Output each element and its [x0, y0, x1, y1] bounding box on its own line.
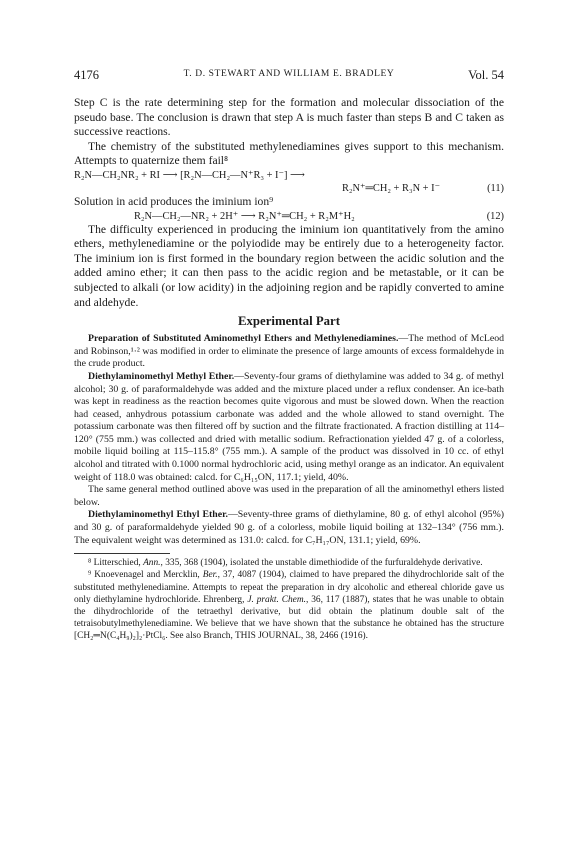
footnote-9-journal: Ber. [202, 570, 218, 581]
paragraph-difficulty: The difficulty experienced in producing the iminium ion quantitatively from the amino ethers, methylenediamine or the polyiodide may be entirely due to a heterogeneity factor. The iminium ion is first formed in the boundary region between the acidic solution and the added amino ether; it can then pass to the acidic region and be metastable, or it can be subjected to alkali (or low acidity) in the adjoining region and be rapidly converted to amine and aldehyde. [74, 222, 504, 309]
paragraph-step-c: Step C is the rate determining step for the formation and molecular dissociation of the pseudo base. The conclusion is drawn that step A is much faster than steps B and C taken as successive reactions. [74, 96, 504, 139]
preparation-text: —The method of McLeod and Robinson,¹·² was modified in order to eliminate the presence of large amounts of excess formaldehyde in the crude product. [74, 333, 504, 370]
footnote-9: ⁹ Knoevenagel and Mercklin, Ber., 37, 4087 (1904), claimed to have prepared the dihydrochloride salt of the substituted methylenediamine. Attempts to repeat the preparation in dry alcoholic and ethereal chloride gave us only diethylamine hydrochloride. Ehrenberg, J. prakt. Chem., 36, 117 (1887), states that he was unable to obtain the dihydrochloride of the tetraethyl derivative, but did obtain the platinum double salt of the tetraisobutylmethylenediamine. We believe that we have shown that the substance he obtained has the structure [CH₂═N(C₄H₉)₂]₂·PtCl₆. See also Branch, THIS JOURNAL, 38, 2466 (1916). [74, 570, 504, 642]
footnote-8: ⁸ Litterschied, Ann., 335, 368 (1904), isolated the unstable dimethiodide of the furfuraldehyde derivative. [88, 558, 483, 569]
paragraph-general-method: The same general method outlined above was used in the preparation of all the aminomethyl ethers listed below. [74, 484, 504, 508]
equation-11 [74, 169, 504, 195]
paragraph-methyl-ether [74, 371, 504, 484]
footnote-divider [74, 553, 170, 554]
methyl-ether-title: Diethylaminomethyl Methyl Ether. [88, 370, 235, 382]
equation-12-number: (12) [486, 210, 504, 222]
paragraph-ethyl-ether [74, 509, 504, 547]
running-authors: T. D. STEWART AND WILLIAM E. BRADLEY [183, 69, 395, 79]
paragraph-preparation [74, 333, 504, 371]
article-body [74, 96, 504, 643]
equation-11-line-1: R₂N—CH₂NR₂ + RI ⟶ [R₂N—CH₂—N⁺R₃ + I⁻] ⟶ [74, 169, 305, 181]
running-header [74, 68, 504, 84]
equation-12-text: R₂N—CH₂—NR₂ + 2H⁺ ⟶ R₂N⁺═CH₂ + R₂M⁺H₂ [134, 210, 355, 222]
methyl-ether-text: —Seventy-four grams of diethylamine was added to 34 g. of methyl alcohol; 30 g. of paraformaldehyde was added and the mixture placed under a reflux condenser. An ice-bath was kept in readiness as the reaction becomes quite vigorous and must be slowed down. When the reaction had ceased, anhydrous potassium carbonate was added and the whole allowed to stand overnight. The potassium carbonate was then filtered off by suction and the filtrate fractionated. A fraction distilling at 114–120° (755 mm.) was collected and dried with metallic sodium. Refractionation yielded 47 g. of a colorless, mobile liquid boiling at 115–115.8° (755 mm.). A sample of the product was dissolved in 10 cc. of ethyl alcohol and titrated with 0.1000 normal hydrochloric acid, using methyl orange as an indicator. An equivalent weight of 118.0 was obtained: calcd. for C₆H₁₅ON, 117.1; yield, 40%. [74, 370, 505, 483]
paragraph-acid-solution: Solution in acid produces the iminium ion⁹ [74, 194, 274, 208]
preparation-title: Preparation of Substituted Aminomethyl Ethers and Methylenediamines. [88, 333, 399, 345]
page-number: 4176 [74, 68, 99, 82]
footnote-8-journal: Ann. [143, 558, 161, 569]
section-heading: Experimental Part [238, 314, 340, 329]
equation-11-number: (11) [487, 182, 504, 194]
equation-11-line-2: R₂N⁺═CH₂ + R₃N + I⁻ [342, 182, 441, 194]
volume-label: Vol. 54 [468, 68, 504, 82]
ethyl-ether-text: —Seventy-three grams of diethylamine, 80 g. of ethyl alcohol (95%) and 30 g. of paraformaldehyde yielded 90 g. of a colorless, mobile liquid boiling at 132–134° (756 mm.). The equivalent weight was determined as 131.0: calcd. for C₇H₁₇ON, 131.1; yield, 69%. [74, 509, 504, 546]
equation-12 [74, 210, 504, 223]
paragraph-chemistry: The chemistry of the substituted methylenediamines gives support to this mechanism. Attempts to quaternize them fail⁸ [74, 139, 504, 168]
ethyl-ether-title: Diethylaminomethyl Ethyl Ether. [88, 509, 228, 521]
footnote-9-journal-2: J. prakt. Chem. [247, 594, 306, 605]
